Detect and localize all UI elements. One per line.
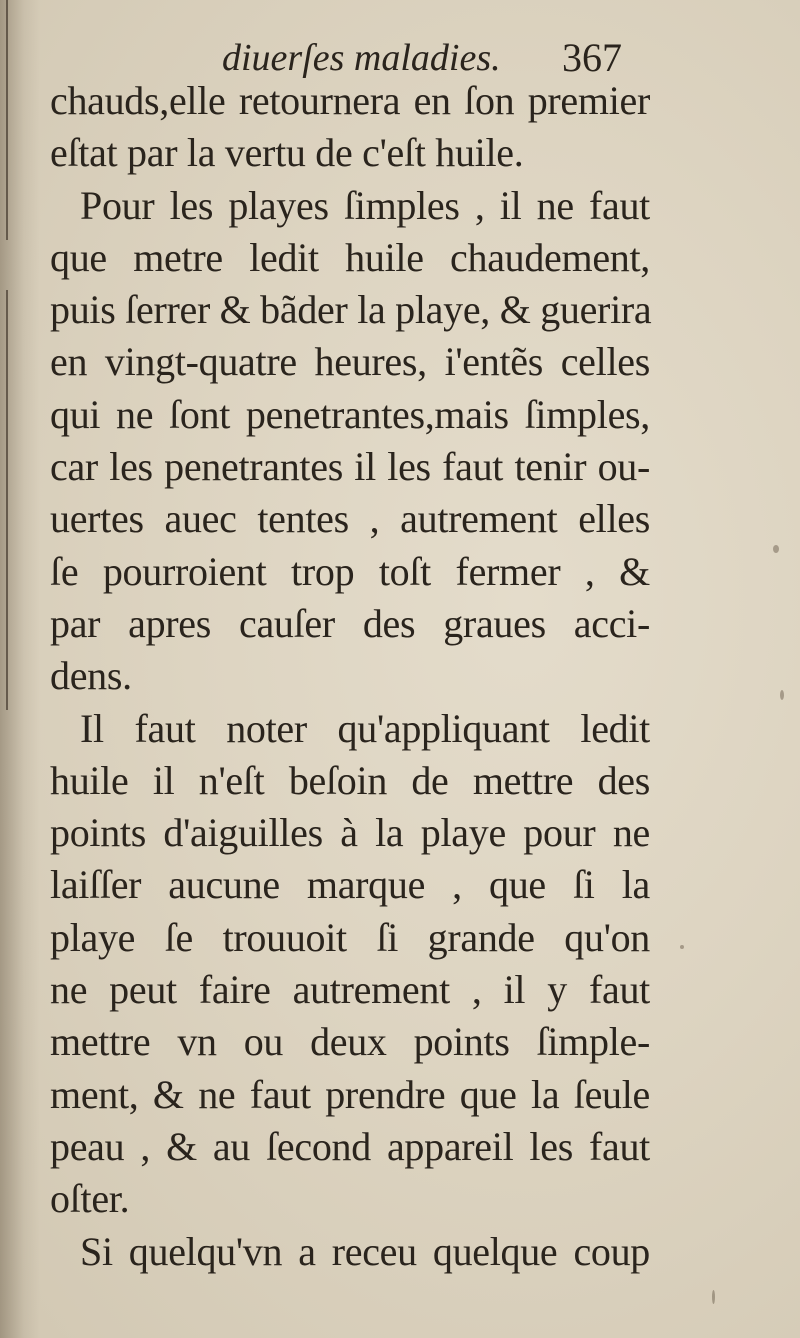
text-line: dens. — [50, 653, 132, 699]
text-line: ment, & ne faut prendre que la ſeule — [50, 1071, 650, 1117]
text-line: Si quelqu'vn a receu quelque coup — [80, 1228, 650, 1274]
text-line: par apres cauſer des graues acci- — [50, 600, 650, 646]
text-line: eſtat par la vertu de c'eſt huile. — [50, 130, 524, 176]
text-line: ne peut faire autrement , il y faut — [50, 967, 650, 1013]
text-line: Pour les playes ſimples , il ne faut — [80, 182, 650, 228]
page-edge-line — [6, 290, 8, 710]
text-line: puis ſerrer & bãder la playe, & guerira — [50, 287, 652, 333]
text-line: ſe pourroient trop toſt fermer , & — [50, 548, 650, 594]
text-line: huile il n'eſt beſoin de mettre des — [50, 757, 650, 803]
paper-speck — [712, 1290, 715, 1304]
text-line: mettre vn ou deux points ſimple- — [50, 1019, 650, 1065]
body-text — [50, 75, 650, 1278]
text-line: oſter. — [50, 1176, 130, 1222]
text-line: peau , & au ſecond appareil les faut — [50, 1123, 650, 1169]
page-number: 367 — [562, 35, 622, 80]
text-line: playe ſe trouuoit ſi grande qu'on — [50, 914, 650, 960]
text-line: en vingt-quatre heures, i'entẽs celles — [50, 339, 650, 385]
text-line: uertes auec tentes , autrement elles — [50, 496, 650, 542]
text-line: points d'aiguilles à la playe pour ne — [50, 810, 650, 856]
text-line: Il faut noter qu'appliquant ledit — [80, 705, 650, 751]
paper-speck — [773, 545, 779, 553]
text-line: chauds,elle retournera en ſon premier — [50, 78, 650, 123]
running-head: diuerſes maladies. — [222, 37, 501, 79]
text-line: qui ne ſont penetrantes,mais ſimples, — [50, 391, 650, 437]
text-line: que metre ledit huile chaudement, — [50, 234, 650, 280]
text-line: laiſſer aucune marque , que ſi la — [50, 862, 650, 908]
paper-speck — [780, 690, 784, 700]
text-line: car les penetrantes il les faut tenir ou- — [50, 444, 650, 490]
paper-speck — [680, 945, 684, 949]
